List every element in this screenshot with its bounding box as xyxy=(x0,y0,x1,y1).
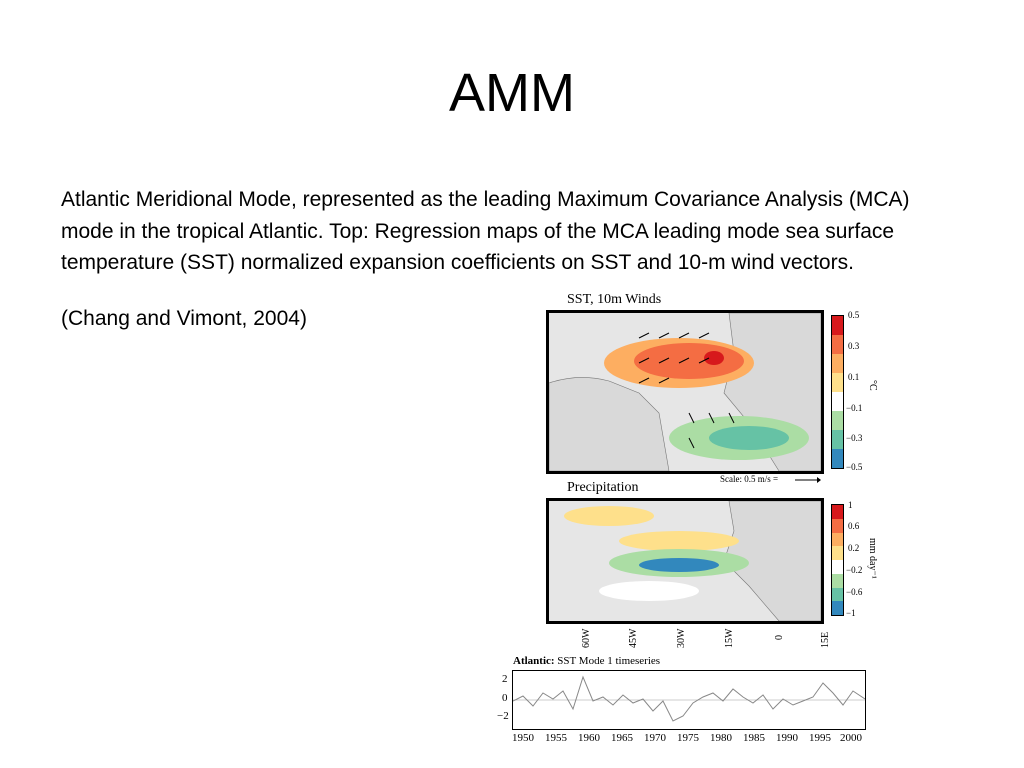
ts-xtick: 1970 xyxy=(644,732,666,744)
wind-scale-arrow xyxy=(795,476,821,484)
ts-xtick: 1965 xyxy=(611,732,633,744)
precip-cbar-tick: 0.2 xyxy=(848,543,860,553)
sst-map-graphic xyxy=(549,313,821,471)
ts-ytick: −2 xyxy=(497,710,509,722)
ts-xtick: 1995 xyxy=(809,732,831,744)
ts-xtick: 1950 xyxy=(512,732,534,744)
citation: (Chang and Vimont, 2004) xyxy=(61,306,307,330)
precip-cbar-tick: −0.6 xyxy=(846,587,863,597)
ts-xtick: 2000 xyxy=(840,732,862,744)
ts-ytick: 2 xyxy=(502,673,508,685)
ts-xtick: 1960 xyxy=(578,732,600,744)
ts-xtick: 1985 xyxy=(743,732,765,744)
timeseries-region: Atlantic: xyxy=(513,655,555,667)
precip-map-graphic xyxy=(549,501,821,621)
lon-label: 45W xyxy=(628,628,639,648)
sst-cbar-tick: 0.1 xyxy=(848,372,860,382)
sst-colorbar xyxy=(831,315,844,469)
timeseries-plot xyxy=(512,670,866,730)
lon-label: 0 xyxy=(774,635,785,640)
wind-scale-label: Scale: 0.5 m/s = xyxy=(720,474,779,484)
ts-xtick: 1955 xyxy=(545,732,567,744)
ts-xtick: 1990 xyxy=(776,732,798,744)
precip-colorbar xyxy=(831,504,844,616)
precip-cbar-tick: −1 xyxy=(846,608,856,618)
sst-cbar-tick: 0.3 xyxy=(848,341,860,351)
sst-cbar-tick: −0.3 xyxy=(846,433,863,443)
precip-map xyxy=(546,498,824,624)
description-paragraph: Atlantic Meridional Mode, represented as the leading Maximum Covariance Analysis (MCA) mode in the tropical Atlantic. Top: Regression maps of the MCA leading mode sea surface temperature (SST) normalized expansion coefficients on SST and 10-m wind vectors. xyxy=(61,188,910,274)
timeseries-graphic xyxy=(513,671,865,729)
slide-body xyxy=(61,184,961,350)
lon-label: 15W xyxy=(724,628,735,648)
sst-panel-title: SST, 10m Winds xyxy=(567,292,662,307)
precip-unit: mm day⁻¹ xyxy=(867,538,878,579)
ts-ytick: 0 xyxy=(502,692,508,704)
slide-title: AMM xyxy=(449,63,575,123)
timeseries-name: SST Mode 1 timeseries xyxy=(557,655,661,667)
precip-cbar-tick: 1 xyxy=(848,500,853,510)
ts-xtick: 1980 xyxy=(710,732,732,744)
precip-cbar-tick: 0.6 xyxy=(848,521,860,531)
precip-cbar-tick: −0.2 xyxy=(846,565,863,575)
lon-label: 60W xyxy=(581,628,592,648)
lon-label: 15E xyxy=(820,631,831,648)
sst-cbar-tick: 0.5 xyxy=(848,310,860,320)
sst-cbar-tick: −0.1 xyxy=(846,403,863,413)
lon-label: 30W xyxy=(676,628,687,648)
precip-panel-title: Precipitation xyxy=(567,480,639,495)
sst-unit: °C xyxy=(867,380,878,391)
ts-xtick: 1975 xyxy=(677,732,699,744)
sst-cbar-tick: −0.5 xyxy=(846,462,863,472)
timeseries-title xyxy=(513,655,660,667)
sst-map xyxy=(546,310,824,474)
